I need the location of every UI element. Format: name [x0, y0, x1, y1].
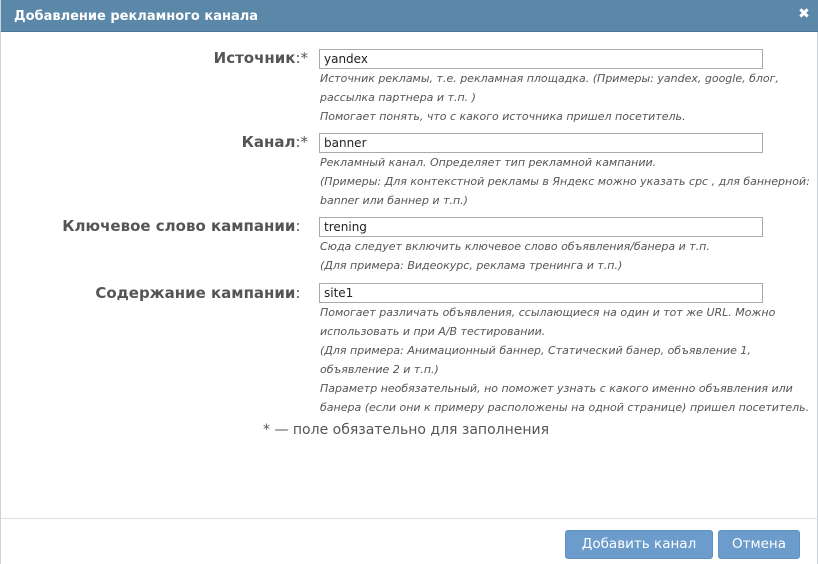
dialog-title: Добавление рекламного канала [14, 9, 259, 24]
source-label: Источник:* [213, 49, 308, 67]
channel-input[interactable] [319, 133, 763, 153]
close-icon[interactable]: ✖ [798, 6, 810, 22]
cancel-button[interactable]: Отмена [718, 530, 800, 559]
content-hint-line: Параметр необязательный, но поможет узнать с какого именно объявления или банера (если они к примеру расположены на одной странице) пришел посетитель. [320, 382, 810, 414]
channel-hint-line: Рекламный канал. Определяет тип рекламной кампании. [320, 156, 657, 169]
keyword-hint [320, 237, 810, 275]
channel-hint-line: (Примеры: Для контекстной рекламы в Яндекс можно указать cpc , для баннерной: banner или баннер и т.п.) [320, 175, 810, 207]
content-label-text: Содержание кампании [95, 284, 296, 302]
content-input[interactable] [319, 283, 763, 303]
source-hint-line: Помогает понять, что с какого источника пришел посетитель. [320, 110, 686, 123]
source-label-text: Источник [213, 49, 296, 67]
keyword-input[interactable] [319, 217, 763, 237]
dialog-titlebar [1, 0, 818, 32]
source-required-mark: * [300, 49, 308, 67]
add-channel-button[interactable]: Добавить канал [565, 530, 713, 559]
keyword-hint-line: (Для примера: Видеокурс, реклама тренинга и т.п.) [320, 259, 623, 272]
required-footnote: * — поле обязательно для заполнения [263, 422, 550, 438]
content-hint-line: (Для примера: Анимационный баннер, Статический банер, объявление 1, объявление 2 и т.п.) [320, 344, 751, 376]
channel-label-text: Канал [241, 133, 296, 151]
keyword-label-text: Ключевое слово кампании [62, 217, 296, 235]
keyword-label: Ключевое слово кампании: [62, 217, 301, 235]
content-hint [320, 303, 810, 417]
keyword-hint-line: Сюда следует включить ключевое слово объявления/банера и т.п. [320, 240, 710, 253]
source-hint-line: Источник рекламы, т.е. рекламная площадка. (Примеры: yandex, google, блог, рассылка партнера и т.п. ) [320, 72, 779, 104]
source-input[interactable] [319, 49, 763, 69]
footer-divider [1, 518, 818, 519]
content-hint-line: Помогает различать объявления, ссылающиеся на один и тот же URL. Можно использовать и при A/B тестировании. [320, 306, 776, 338]
content-label: Содержание кампании: [95, 284, 301, 302]
channel-hint [320, 153, 810, 210]
source-hint [320, 69, 810, 126]
channel-required-mark: * [300, 133, 308, 151]
channel-label: Канал:* [241, 133, 308, 151]
